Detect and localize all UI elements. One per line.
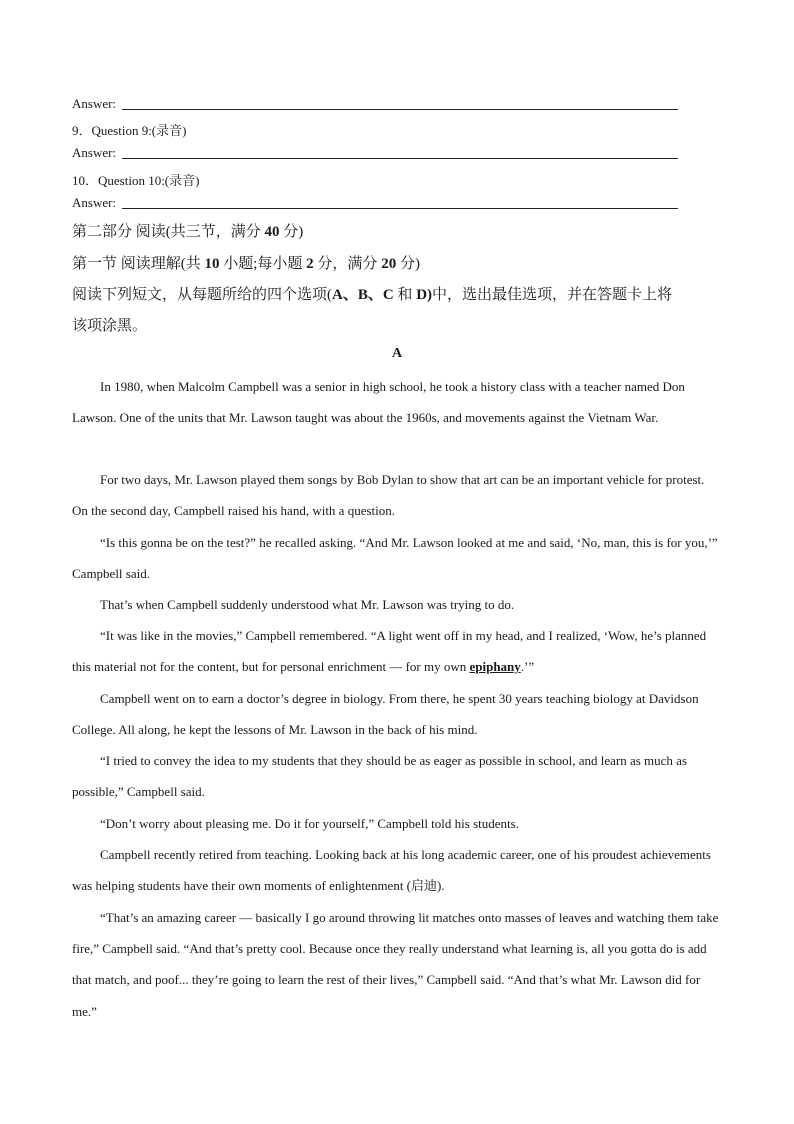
keyword-epiphany: epiphany [469, 659, 521, 675]
passage-paragraph-6: Campbell went on to earn a doctor’s degree in biology. From there, he spent 30 years teaching biology at Davidson College. All along, he kept the lessons of Mr. Lawson in the back of his mind. [72, 691, 699, 738]
passage-paragraph-1: In 1980, when Malcolm Campbell was a senior in high school, he took a history class with a teacher named Don Lawson. One of the units that Mr. Lawson taught was about the 1960s, and movements against the Vietnam War. [72, 379, 685, 426]
passage-paragraph-2: For two days, Mr. Lawson played them songs by Bob Dylan to show that art can be an important vehicle for protest. On the second day, Campbell raised his hand, with a question. [72, 472, 705, 519]
answer-line-10[interactable] [72, 195, 678, 211]
passage-paragraph-5: “It was like in the movies,” Campbell remembered. “A light went off in my head, and I realized, ‘Wow, he’s planned this material not for the content, but for personal enrichment — for my own epiphany.’” [72, 628, 707, 675]
passage-paragraph-10: “That’s an amazing career — basically I go around throwing lit matches onto masses of leaves and watching them take fire,” Campbell said. “And that’s pretty cool. Because once they really understand what learning is, all you gotta do is add that match, and poof... they’re going to learn the rest of their lives,” Campbell said. “And that’s what Mr. Lawson did for me.” [72, 910, 719, 1019]
part-title: 第二部分 阅读(共三节，满分 40 分) [72, 224, 304, 240]
subsection-title: 第一节 阅读理解(共 10 小题;每小题 2 分，满分 20 分) [72, 256, 420, 272]
answer-blank[interactable] [122, 158, 678, 159]
question-9: 9．Question 9:(录音) [72, 123, 187, 138]
passage-paragraph-4: That’s when Campbell suddenly understood what Mr. Lawson was trying to do. [100, 597, 515, 612]
passage-paragraph-7: “I tried to convey the idea to my students that they should be as eager as possible in school, and learn as much as possible,” Campbell said. [72, 753, 688, 800]
answer-blank[interactable] [122, 109, 678, 110]
question-10: 10．Question 10:(录音) [72, 173, 200, 188]
passage-paragraph-9: Campbell recently retired from teaching. Looking back at his long academic career, one of his proudest achievements was helping students have their own moments of enlightenment (启迪). [72, 847, 711, 894]
passage-heading: A [391, 346, 403, 361]
answer-blank[interactable] [122, 208, 678, 209]
answer-line-8[interactable] [72, 96, 678, 112]
answer-label: Answer: [72, 145, 117, 160]
instruction-line-1: 阅读下列短文，从每题所给的四个选项(A、B、C 和 D)中，选出最佳选项，并在答题卡上将 [72, 287, 673, 303]
answer-label: Answer: [72, 195, 117, 210]
passage-paragraph-3: “Is this gonna be on the test?” he recalled asking. “And Mr. Lawson looked at me and said, ‘No, man, this is for you,’” Campbell said. [72, 535, 718, 582]
answer-line-9[interactable] [72, 145, 678, 161]
answer-label: Answer: [72, 96, 117, 111]
passage-paragraph-8: “Don’t worry about pleasing me. Do it for yourself,” Campbell told his students. [100, 816, 519, 831]
instruction-line-2: 该项涂黑。 [72, 318, 148, 334]
